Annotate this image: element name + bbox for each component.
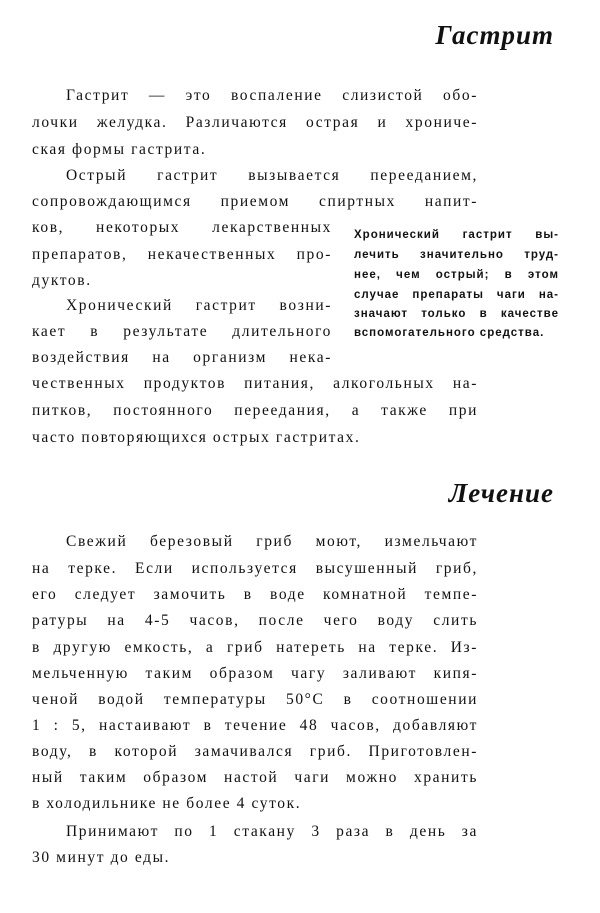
text-line: в другую емкость, а гриб натереть на терке. Из- xyxy=(32,639,478,656)
text-line: в холодильнике не более 4 суток. xyxy=(32,795,302,812)
text-line: ская формы гастрита. xyxy=(32,141,207,158)
text-line: ченой водой температуры 50°С в соотношении xyxy=(32,691,478,708)
text-line: 1 : 5, настаивают в течение 48 часов, добавляют xyxy=(32,717,478,734)
sidebar-line: вспомогательного средства. xyxy=(354,327,545,339)
text-line: Свежий березовый гриб моют, измельчают xyxy=(66,533,478,550)
text-line: его следует замочить в воде комнатной темпе- xyxy=(32,586,478,603)
text-line: препаратов, некачественных про- xyxy=(32,246,332,263)
text-line: 30 минут до еды. xyxy=(32,849,171,866)
text-line: воду, в которой замачивался гриб. Приготовлен- xyxy=(32,743,478,760)
sidebar-line: значают только в качестве xyxy=(354,308,559,320)
sidebar-line: Хронический гастрит вы- xyxy=(354,229,559,241)
text-line: часто повторяющихся острых гастритах. xyxy=(32,429,361,446)
text-line: питков, постоянного переедания, а также при xyxy=(32,402,478,419)
section-title-treatment: Лечение xyxy=(448,478,554,508)
text-line: сопровождающимся приемом спиртных напит- xyxy=(32,193,478,210)
section-title-gastritis: Гастрит xyxy=(435,20,554,50)
text-line: воздействия на организм нека- xyxy=(32,349,332,366)
text-line: ков, некоторых лекарственных xyxy=(32,219,332,236)
text-line: чественных продуктов питания, алкогольных на- xyxy=(32,375,478,392)
text-line: дуктов. xyxy=(32,272,92,289)
text-line: Принимают по 1 стакану 3 раза в день за xyxy=(66,823,478,840)
sidebar-line: случае препараты чаги на- xyxy=(354,289,559,301)
text-line: ратуры на 4-5 часов, после чего воду слить xyxy=(32,612,478,629)
text-line: ный таким образом настой чаги можно хранить xyxy=(32,769,478,786)
text-line: Гастрит — это воспаление слизистой обо- xyxy=(66,87,478,104)
text-line: мельченную таким образом чагу заливают кипя- xyxy=(32,665,478,682)
text-line: Хронический гастрит возни- xyxy=(66,297,332,314)
sidebar-line: нее, чем острый; в этом xyxy=(354,269,559,281)
text-line: лочки желудка. Различаются острая и хрониче- xyxy=(32,114,478,131)
text-line: Острый гастрит вызывается перееданием, xyxy=(66,167,478,184)
sidebar-line: лечить значительно труд- xyxy=(354,249,559,261)
text-line: кает в результате длительного xyxy=(32,323,332,340)
text-line: на терке. Если используется высушенный гриб, xyxy=(32,560,478,577)
